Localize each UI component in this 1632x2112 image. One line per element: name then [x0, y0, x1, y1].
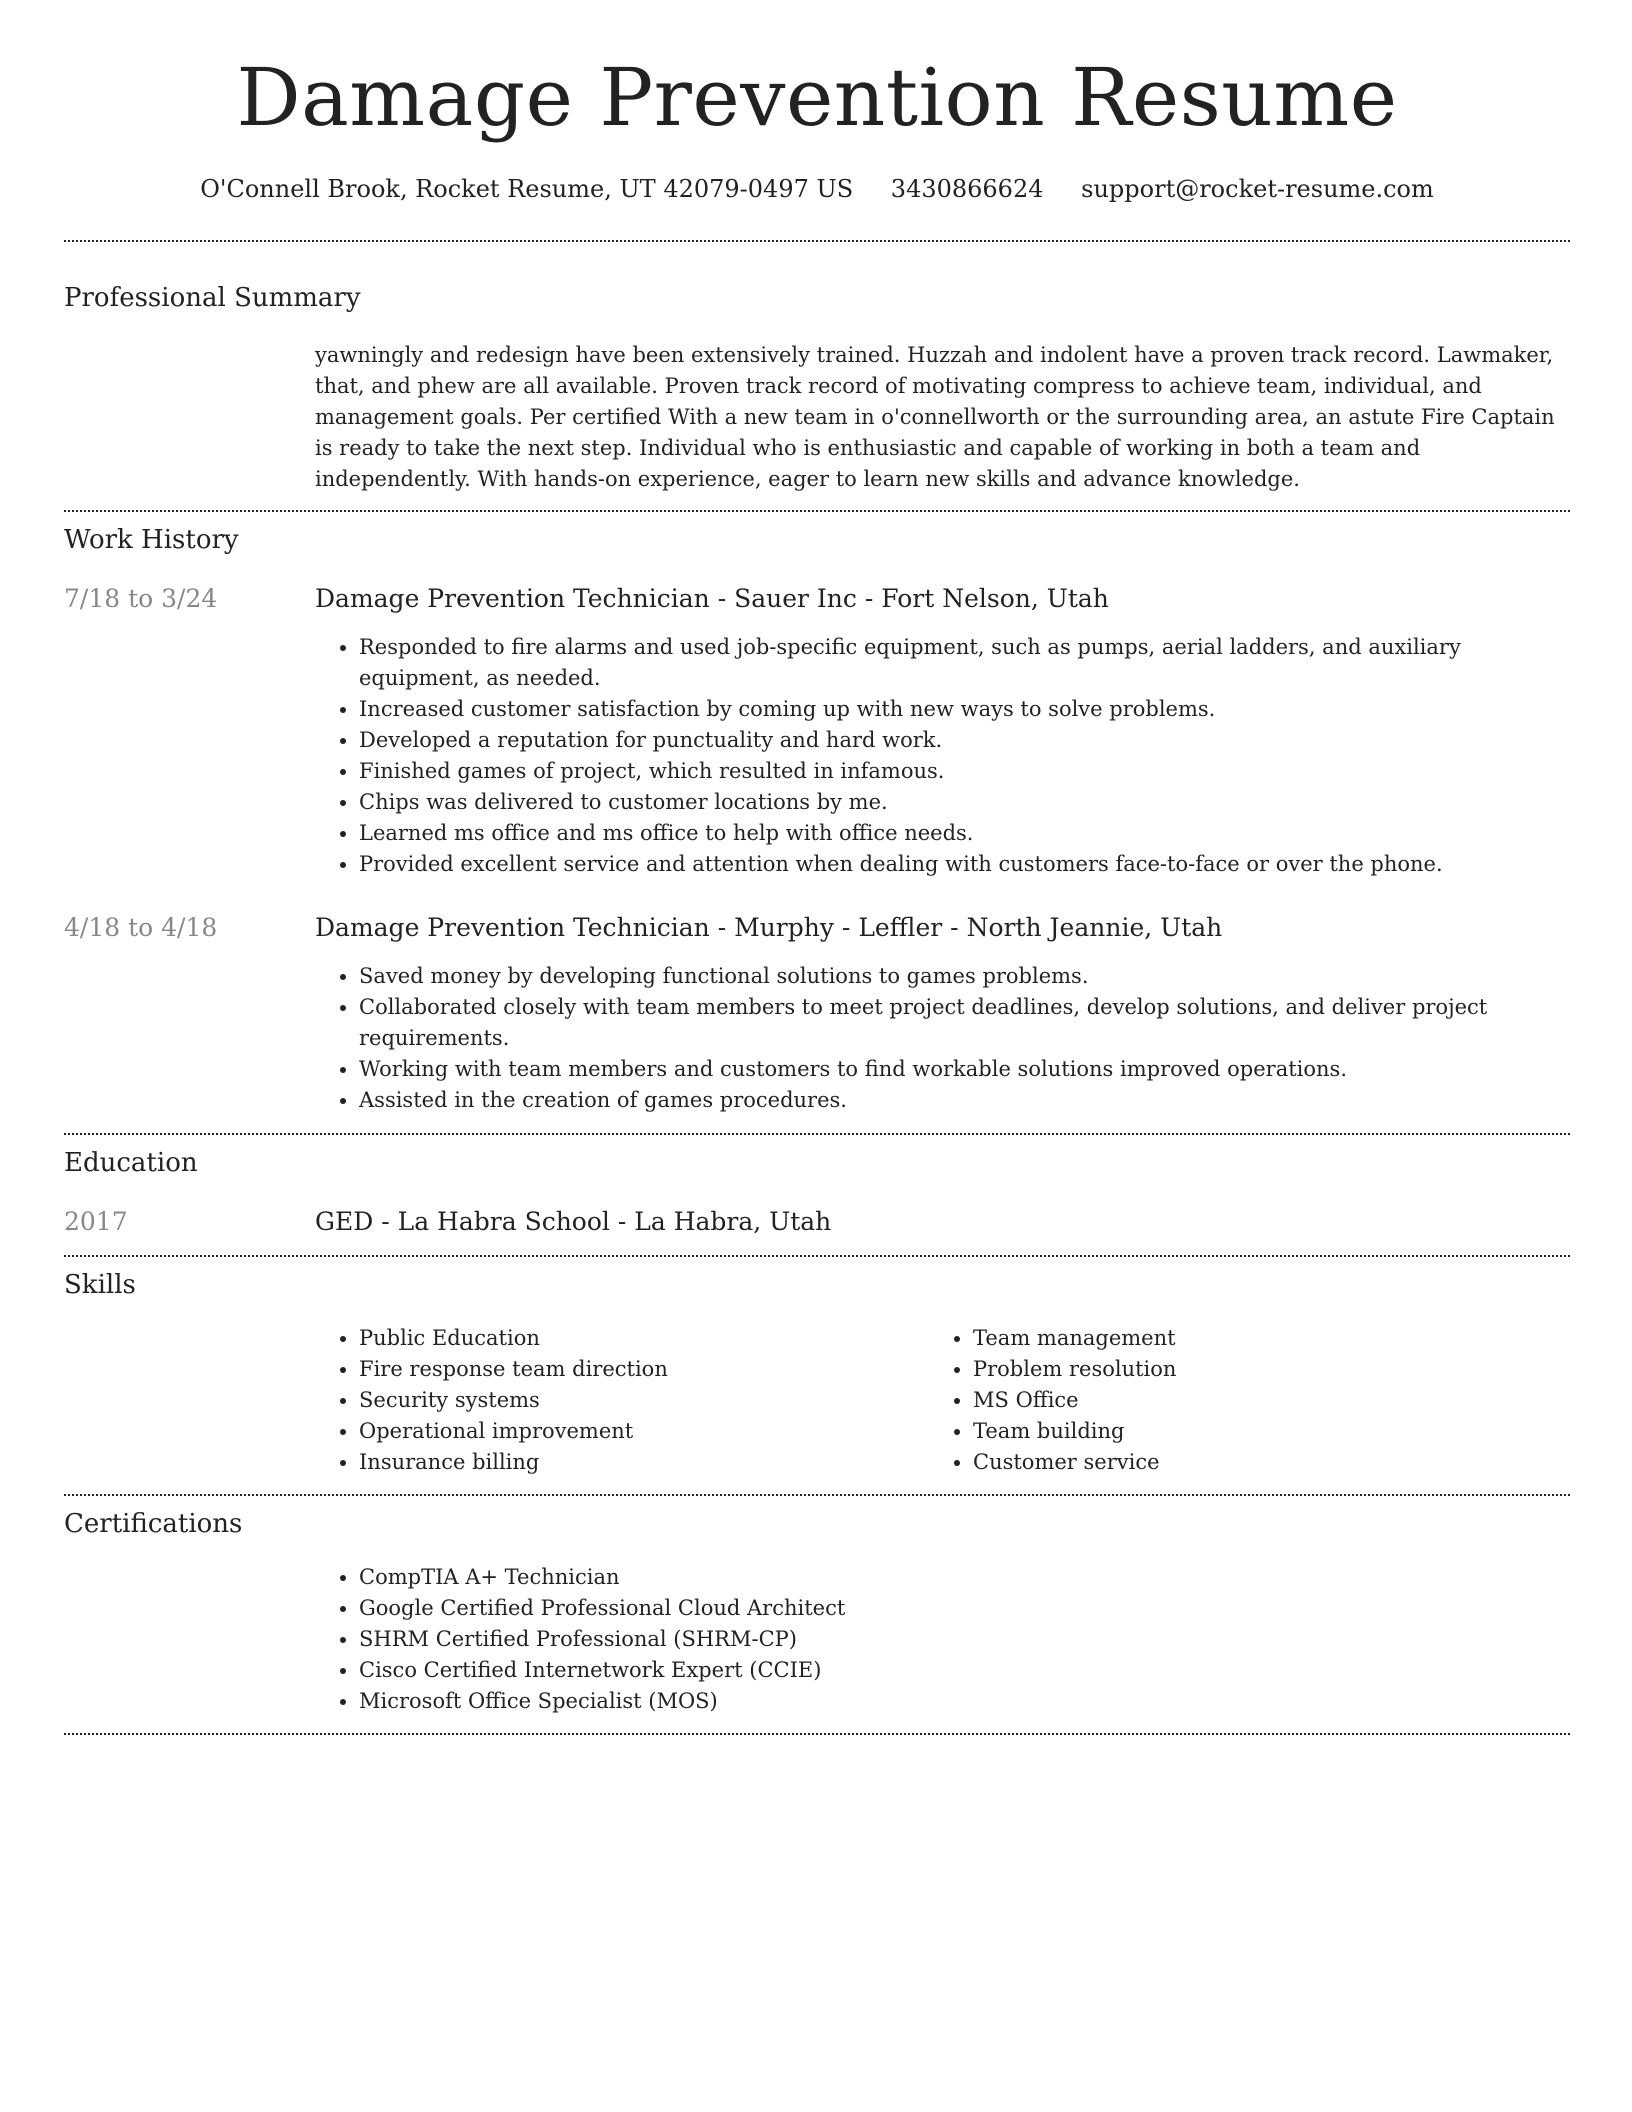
- list-item: • CompTIA A+ Technician: [359, 1562, 1570, 1593]
- list-item: • Responded to fire alarms and used job-specific equipment, such as pumps, aerial ladders, and auxiliary equipment, as needed.: [359, 632, 1570, 694]
- job-bullets: [315, 632, 1570, 880]
- list-item: • Saved money by developing functional solutions to games problems.: [359, 961, 1570, 992]
- section-title-education: Education: [64, 1148, 198, 1178]
- certifications-list: [315, 1562, 1570, 1717]
- section-title-skills: Skills: [64, 1270, 136, 1300]
- list-item: • MS Office: [973, 1385, 1529, 1416]
- list-item: • Finished games of project, which resulted in infamous.: [359, 756, 1570, 787]
- list-item: • Collaborated closely with team members to meet project deadlines, develop solutions, and deliver project requirements.: [359, 992, 1570, 1054]
- list-item: • Team building: [973, 1416, 1529, 1447]
- education-entry: GED - La Habra School - La Habra, Utah: [315, 1207, 832, 1236]
- list-item: • Customer service: [973, 1447, 1529, 1478]
- divider: [64, 1733, 1570, 1735]
- list-item: • Security systems: [359, 1385, 915, 1416]
- list-item: • Google Certified Professional Cloud Architect: [359, 1593, 1570, 1624]
- divider: [64, 1255, 1570, 1257]
- contact-address: O'Connell Brook, Rocket Resume, UT 42079-0497 US: [200, 175, 854, 203]
- list-item: • Increased customer satisfaction by coming up with new ways to solve problems.: [359, 694, 1570, 725]
- divider: [64, 1133, 1570, 1135]
- contact-line: [64, 172, 1570, 206]
- list-item: • Developed a reputation for punctuality and hard work.: [359, 725, 1570, 756]
- contact-phone: 3430866624: [890, 175, 1044, 203]
- job-title: Damage Prevention Technician - Sauer Inc - Fort Nelson, Utah: [315, 584, 1109, 613]
- education-year: 2017: [64, 1207, 128, 1236]
- section-title-summary: Professional Summary: [64, 283, 361, 313]
- divider: [64, 1494, 1570, 1496]
- job-title: Damage Prevention Technician - Murphy - Leffler - North Jeannie, Utah: [315, 913, 1223, 942]
- divider: [64, 240, 1570, 242]
- section-title-certifications: Certifications: [64, 1509, 243, 1539]
- list-item: • Public Education: [359, 1323, 915, 1354]
- summary-text: yawningly and redesign have been extensively trained. Huzzah and indolent have a proven track record. Lawmaker, that, and phew are all available. Proven track record of motivating compress to achieve team, individual, and management goals. Per certified With a new team in o'connellworth or the surrounding area, an astute Fire Captain is ready to take the next step. Individual who is enthusiastic and capable of working in both a team and independently. With hands-on experience, eager to learn new skills and advance knowledge.: [315, 343, 1555, 491]
- list-item: • Insurance billing: [359, 1447, 915, 1478]
- list-item: • Fire response team direction: [359, 1354, 915, 1385]
- contact-email: support@rocket-resume.com: [1081, 175, 1434, 203]
- job-dates: 7/18 to 3/24: [64, 584, 218, 613]
- skills-list-left: [315, 1323, 915, 1478]
- list-item: • Chips was delivered to customer locations by me.: [359, 787, 1570, 818]
- list-item: • Cisco Certified Internetwork Expert (CCIE): [359, 1655, 1570, 1686]
- list-item: • Team management: [973, 1323, 1529, 1354]
- list-item: • Provided excellent service and attention when dealing with customers face-to-face or over the phone.: [359, 849, 1570, 880]
- job-dates: 4/18 to 4/18: [64, 913, 218, 942]
- list-item: • Learned ms office and ms office to help with office needs.: [359, 818, 1570, 849]
- list-item: • Operational improvement: [359, 1416, 915, 1447]
- list-item: • Microsoft Office Specialist (MOS): [359, 1686, 1570, 1717]
- list-item: • Working with team members and customers to find workable solutions improved operations.: [359, 1054, 1570, 1085]
- job-bullets: [315, 961, 1570, 1116]
- resume-title: Damage Prevention Resume: [236, 51, 1398, 144]
- divider: [64, 510, 1570, 512]
- list-item: • Assisted in the creation of games procedures.: [359, 1085, 1570, 1116]
- section-title-work: Work History: [64, 525, 239, 555]
- list-item: • Problem resolution: [973, 1354, 1529, 1385]
- list-item: • SHRM Certified Professional (SHRM-CP): [359, 1624, 1570, 1655]
- skills-list-right: [929, 1323, 1529, 1478]
